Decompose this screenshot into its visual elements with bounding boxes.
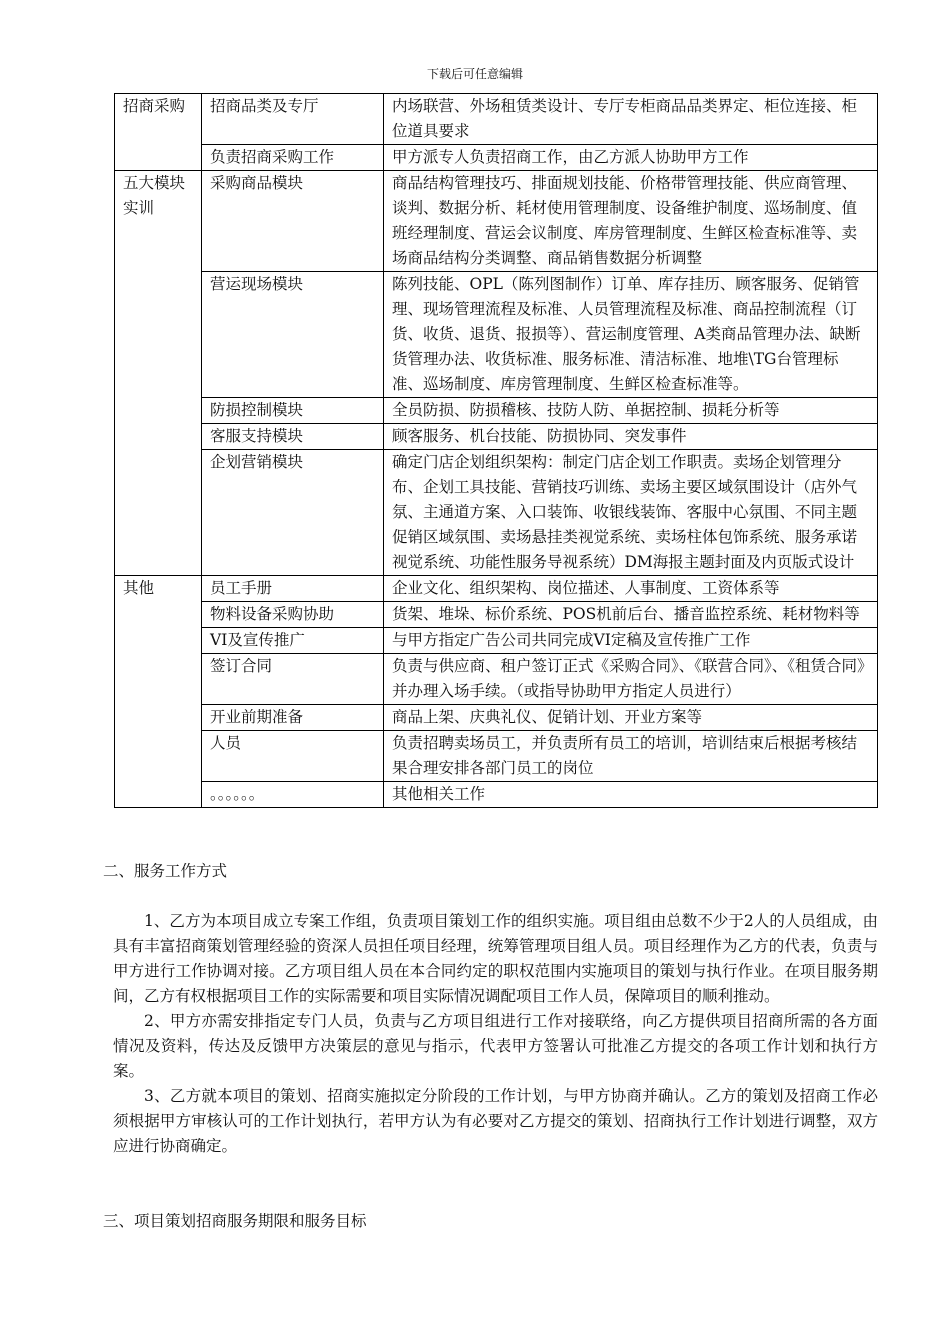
content-cell: 商品结构管理技巧、排面规划技能、价格带管理技能、供应商管理、谈判、数据分析、耗材使用管理制度、设备维护制度、巡场制度、值班经理制度、营运会议制度、库房管理制度、生鲜区检查标准等、卖场商品结构分类调整、商品销售数据分析调整 (384, 171, 878, 272)
table-row (115, 171, 878, 272)
content-cell: 陈列技能、OPL（陈列图制作）订单、库存挂历、顾客服务、促销管理、现场管理流程及标准、人员管理流程及标准、商品控制流程（订货、收货、退货、报损等）、营运制度管理、A类商品管理办法、缺断货管理办法、收货标准、服务标准、清洁标准、地堆\TG台管理标准、巡场制度、库房管理制度、生鲜区检查标准等。 (384, 272, 878, 398)
content-cell: 商品上架、庆典礼仪、促销计划、开业方案等 (384, 705, 878, 731)
category-cell: 五大模块实训 (115, 171, 202, 576)
item-cell: 采购商品模块 (202, 171, 384, 272)
content-cell: 确定门店企划组织架构：制定门店企划工作职责。卖场企划管理分布、企划工具技能、营销技巧训练、卖场主要区域氛围设计（店外气氛、主通道方案、入口装饰、收银线装饰、客服中心氛围、不同主题促销区域氛围、卖场悬挂类视觉系统、卖场柱体包饰系统、服务承诺视觉系统、功能性服务导视系统）DM海报主题封面及内页版式设计 (384, 450, 878, 576)
content-cell: 内场联营、外场租赁类设计、专厅专柜商品品类界定、柜位连接、柜位道具要求 (384, 94, 878, 145)
item-cell: 开业前期准备 (202, 705, 384, 731)
item-cell: 签订合同 (202, 654, 384, 705)
table-row (115, 450, 878, 576)
table-row (115, 398, 878, 424)
item-cell: 企划营销模块 (202, 450, 384, 576)
table-row (115, 602, 878, 628)
content-cell: 企业文化、组织架构、岗位描述、人事制度、工资体系等 (384, 576, 878, 602)
service-items-table (114, 93, 878, 808)
item-cell: 负责招商采购工作 (202, 145, 384, 171)
item-cell: VI及宣传推广 (202, 628, 384, 654)
section-heading-service-period: 三、项目策划招商服务期限和服务目标 (103, 1212, 367, 1230)
table-row (115, 705, 878, 731)
category-cell: 招商采购 (115, 94, 202, 171)
table-row (115, 272, 878, 398)
paragraph: 1、乙方为本项目成立专案工作组，负责项目策划工作的组织实施。项目组由总数不少于2人的人员组成，由具有丰富招商策划管理经验的资深人员担任项目经理，统筹管理项目组人员。项目经理作为乙方的代表，负责与甲方进行工作协调对接。乙方项目组人员在本合同约定的职权范围内实施项目的策划与执行作业。在项目服务期间，乙方有权根据项目工作的实际需要和项目实际情况调配项目工作人员，保障项目的顺利推动。 (113, 912, 878, 1005)
item-cell: 招商品类及专厅 (202, 94, 384, 145)
item-cell: 员工手册 (202, 576, 384, 602)
table-row (115, 782, 878, 808)
table-row (115, 94, 878, 145)
content-cell: 全员防损、防损稽核、技防人防、单据控制、损耗分析等 (384, 398, 878, 424)
content-cell: 顾客服务、机台技能、防损协同、突发事件 (384, 424, 878, 450)
table-row (115, 654, 878, 705)
content-cell: 甲方派专人负责招商工作，由乙方派人协助甲方工作 (384, 145, 878, 171)
section-heading-service-method: 二、服务工作方式 (103, 862, 228, 880)
content-cell: 货架、堆垛、标价系统、POS机前后台、播音监控系统、耗材物料等 (384, 602, 878, 628)
item-cell: 营运现场模块 (202, 272, 384, 398)
table-row (115, 731, 878, 782)
content-cell: 其他相关工作 (384, 782, 878, 808)
table-row (115, 424, 878, 450)
item-cell: 物料设备采购协助 (202, 602, 384, 628)
table-row (115, 576, 878, 602)
paragraph: 2、甲方亦需安排指定专门人员，负责与乙方项目组进行工作对接联络，向乙方提供项目招商所需的各方面情况及资料，传达及反馈甲方决策层的意见与指示，代表甲方签署认可批准乙方提交的各项工作计划和执行方案。 (113, 1012, 878, 1080)
item-cell: 。。。。。。 (202, 782, 384, 808)
item-cell: 客服支持模块 (202, 424, 384, 450)
page-header-note: 下载后可任意编辑 (426, 67, 523, 81)
paragraph: 3、乙方就本项目的策划、招商实施拟定分阶段的工作计划，与甲方协商并确认。乙方的策划及招商工作必须根据甲方审核认可的工作计划执行，若甲方认为有必要对乙方提交的策划、招商执行工作计划进行调整，双方应进行协商确定。 (113, 1087, 878, 1155)
category-cell: 其他 (115, 576, 202, 808)
item-cell: 防损控制模块 (202, 398, 384, 424)
content-cell: 负责招聘卖场员工，并负责所有员工的培训，培训结束后根据考核结果合理安排各部门员工的岗位 (384, 731, 878, 782)
content-cell: 与甲方指定广告公司共同完成VI定稿及宣传推广工作 (384, 628, 878, 654)
service-method-paragraphs (113, 909, 878, 1159)
content-cell: 负责与供应商、租户签订正式《采购合同》、《联营合同》、《租赁合同》并办理入场手续。（或指导协助甲方指定人员进行） (384, 654, 878, 705)
table-row (115, 628, 878, 654)
table-row (115, 145, 878, 171)
item-cell: 人员 (202, 731, 384, 782)
